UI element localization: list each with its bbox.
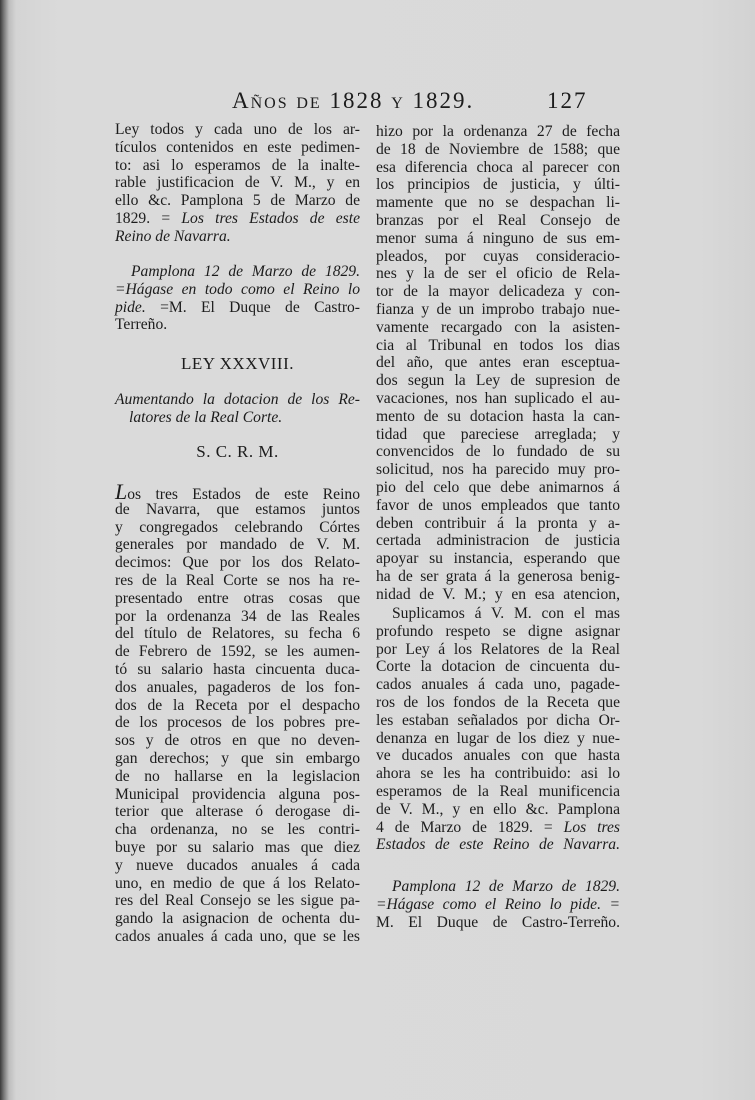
text-line — [376, 694, 620, 712]
text-line — [376, 337, 620, 355]
roman-text: generales por mandado de V. M. — [115, 536, 360, 554]
text-line — [115, 501, 360, 519]
text-line — [376, 878, 620, 896]
roman-text: convencidos de lo fundado de su — [376, 443, 620, 461]
petition-body-left — [115, 479, 360, 946]
text-line — [376, 212, 620, 230]
text-line — [115, 391, 360, 409]
roman-text: M. El Duque de Castro-Terreño. — [376, 913, 620, 931]
roman-text: terior que alterase ó derogase di- — [115, 803, 360, 821]
text-line — [115, 263, 360, 281]
italic-text: Pamplona 12 de Marzo de 1829. — [392, 878, 620, 895]
running-title: Años de 1828 y 1829. — [232, 88, 475, 113]
roman-text: cados anuales á cada uno, que se les — [115, 927, 360, 945]
text-line — [115, 679, 360, 697]
roman-text: S. C. R. M. — [196, 442, 279, 461]
roman-text: de Febrero de 1592, se les aumen- — [115, 643, 360, 661]
roman-text: =M. El Duque de Castro- — [145, 298, 360, 316]
supplication-paragraph — [376, 605, 620, 854]
roman-text: por la ordenanza 34 de las Reales — [115, 607, 360, 625]
text-line — [115, 750, 360, 768]
roman-text: vamente recargado con la asisten- — [376, 318, 620, 336]
roman-text: rable justificacion de V. M., y en — [115, 174, 360, 192]
text-line — [115, 697, 360, 715]
roman-text: presentado entre otras cosas que — [115, 589, 360, 607]
roman-text: branzas por el Real Consejo de — [376, 211, 620, 229]
text-line — [376, 623, 620, 641]
roman-text: ello &c. Pamplona 5 de Marzo de — [115, 192, 360, 210]
roman-text: denanza en lugar de los diez y nue- — [376, 729, 620, 747]
law-title — [115, 355, 360, 373]
text-line — [115, 714, 360, 732]
text-line — [115, 554, 360, 572]
roman-text: apoyar su instancia, esperando que — [376, 550, 620, 568]
law-subtitle — [115, 391, 360, 427]
roman-text: de V. M., y en ello &c. Pamplona — [376, 800, 620, 818]
roman-text: dos anuales, pagaderos de los fon- — [115, 678, 360, 696]
text-line — [376, 914, 620, 932]
salutation — [115, 443, 360, 461]
text-line — [115, 519, 360, 537]
text-line — [376, 515, 620, 533]
text-line — [376, 730, 620, 748]
roman-text: por Ley á los Relatores de la Real — [376, 640, 620, 658]
roman-text: dos de la Receta por el despacho — [115, 696, 360, 714]
text-line — [376, 248, 620, 266]
text-line — [115, 139, 360, 157]
roman-text: gando la asignacion de ochenta du- — [115, 910, 360, 928]
text-line — [376, 443, 620, 461]
text-line — [115, 210, 360, 228]
text-line — [376, 605, 620, 623]
roman-text: dos segun la Ley de supresion de — [376, 372, 620, 390]
text-line — [115, 875, 360, 893]
text-line — [376, 836, 620, 854]
italic-text: Aumentando la dotacion de los Re- — [115, 391, 360, 408]
roman-text: ros de los fondos de la Receta que — [376, 693, 620, 711]
italic-text: pide. — [115, 298, 146, 316]
italic-text: latores de la Real Corte. — [129, 408, 283, 426]
text-line — [376, 141, 620, 159]
roman-text: hizo por la ordenanza 27 de fecha — [376, 123, 620, 140]
text-line — [115, 299, 360, 317]
text-line — [376, 801, 620, 819]
italic-text: Reino de Navarra. — [115, 227, 231, 245]
roman-text: cados anuales á cada uno, pagade- — [376, 676, 620, 694]
text-line — [376, 301, 620, 319]
roman-text: deben contribuir á la pronta y a- — [376, 514, 620, 532]
text-line — [376, 159, 620, 177]
roman-text: ahora se les ha contribuido: asi lo — [376, 765, 620, 783]
roman-text: nes y la de ser el oficio de Rela- — [376, 265, 620, 283]
roman-text: 1829. = — [115, 209, 182, 227]
text-line — [376, 712, 620, 730]
text-line — [376, 479, 620, 497]
roman-text: los principios de justicia, y últi- — [376, 176, 620, 194]
royal-decree-left — [115, 263, 360, 334]
text-line — [115, 536, 360, 554]
text-line — [376, 896, 620, 914]
roman-text: vacaciones, nos han suplicado el au- — [376, 389, 620, 407]
roman-text: ve ducados anuales con que hasta — [376, 747, 620, 765]
text-line — [115, 355, 360, 373]
text-line — [115, 174, 360, 192]
royal-decree-right — [376, 878, 620, 931]
petition-ending — [115, 121, 360, 246]
italic-text: Los tres — [563, 818, 620, 836]
text-line — [115, 910, 360, 928]
roman-text: tidad que pareciese arreglada; y — [376, 425, 620, 443]
roman-text: pio del celo que debe animarnos á — [376, 478, 620, 496]
text-line — [115, 839, 360, 857]
roman-text: to: asi lo esperamos de la inalte- — [115, 156, 360, 174]
roman-text: sos y de otros en que no deven- — [115, 732, 360, 750]
roman-text: y congregados celebrando Córtes — [115, 518, 360, 536]
roman-text: de 18 de Noviembre de 1588; que — [376, 140, 620, 158]
text-line — [376, 765, 620, 783]
text-line — [376, 354, 620, 372]
text-line — [115, 821, 360, 839]
roman-text: les estaban señalados por dicha Or- — [376, 711, 620, 729]
page-number: 127 — [547, 88, 588, 113]
italic-text: Los tres Estados de este — [181, 209, 360, 227]
text-line — [376, 372, 620, 390]
text-line — [376, 658, 620, 676]
text-line — [376, 176, 620, 194]
text-line — [115, 732, 360, 750]
text-line — [115, 228, 360, 246]
roman-text: Corte la dotacion de cincuenta du- — [376, 658, 620, 676]
roman-text: buye por su salario mas que diez — [115, 838, 360, 856]
roman-text: fianza y de un improbo trabajo nue- — [376, 300, 620, 318]
roman-text: LEY XXXVIII. — [180, 354, 294, 373]
roman-text: Municipal providencia alguna pos- — [115, 785, 360, 803]
text-line — [115, 661, 360, 679]
roman-text: solicitud, nos ha parecido muy pro- — [376, 461, 620, 479]
text-line — [376, 461, 620, 479]
roman-text: del título de Relatores, su fecha 6 — [115, 625, 360, 643]
roman-text: del año, que antes eran esceptua- — [376, 354, 620, 372]
roman-text: certada administracion de justicia — [376, 532, 620, 550]
italic-text: Pamplona 12 de Marzo de 1829. — [131, 263, 360, 280]
text-line — [376, 265, 620, 283]
text-line — [115, 316, 360, 334]
text-line — [376, 586, 620, 604]
roman-text: favor de unos empleados que tanto — [376, 496, 620, 514]
roman-text: 4 de Marzo de 1829. = — [376, 818, 564, 836]
text-line — [115, 192, 360, 210]
text-line — [376, 568, 620, 586]
roman-text: y nueve ducados anuales á cada — [115, 856, 360, 874]
roman-text: profundo respeto se digne asignar — [376, 622, 620, 640]
roman-text: tor de la mayor delicadeza y con- — [376, 283, 620, 301]
text-line — [115, 608, 360, 626]
text-line — [115, 590, 360, 608]
text-line — [376, 390, 620, 408]
roman-text: Suplicamos á V. M. con el mas — [392, 605, 620, 622]
roman-text: res de la Real Corte se nos ha re- — [115, 571, 360, 589]
text-line — [376, 319, 620, 337]
text-line — [376, 123, 620, 141]
text-line — [115, 857, 360, 875]
text-line — [115, 803, 360, 821]
text-line — [115, 786, 360, 804]
roman-text: gan derechos; y que sin embargo — [115, 749, 360, 767]
text-line — [376, 283, 620, 301]
text-line — [376, 194, 620, 212]
text-line — [376, 497, 620, 515]
text-line — [376, 426, 620, 444]
roman-text: de Navarra, que estamos juntos — [115, 500, 360, 518]
italic-text: Estados de este Reino de Navarra. — [376, 836, 620, 854]
text-line — [376, 676, 620, 694]
text-line — [376, 230, 620, 248]
roman-text: res del Real Consejo se les sigue pa- — [115, 892, 360, 910]
text-line — [115, 572, 360, 590]
roman-text: Ley todos y cada uno de los ar- — [115, 121, 360, 138]
roman-text: cha ordenanza, no se les contri- — [115, 821, 360, 839]
roman-text: esperamos de la Real munificencia — [376, 782, 620, 800]
text-line — [115, 121, 360, 139]
petition-body-right — [376, 123, 620, 604]
text-line — [376, 550, 620, 568]
roman-text: tículos contenidos en este pedimen- — [115, 138, 360, 156]
roman-text: tó su salario hasta cincuenta duca- — [115, 660, 360, 678]
text-line — [376, 747, 620, 765]
roman-text: pleados, por cuyas consideracio- — [376, 247, 620, 265]
roman-text: cia al Tribunal en todos los dias — [376, 336, 620, 354]
text-line — [115, 281, 360, 299]
roman-text: uno, en medio de que á los Relato- — [115, 874, 360, 892]
roman-text: decimos: Que por los dos Relato- — [115, 554, 360, 572]
text-line — [115, 409, 360, 427]
roman-text: Los tres Estados de este Reino — [115, 479, 360, 504]
text-line — [115, 625, 360, 643]
text-line — [376, 641, 620, 659]
text-line — [376, 819, 620, 837]
text-line — [376, 783, 620, 801]
roman-text: nidad de V. M.; y en esa atencion, — [376, 585, 620, 603]
roman-text: menor suma á ninguno de sus em- — [376, 229, 620, 247]
text-line — [115, 892, 360, 910]
italic-text: =Hágase como el Reino lo pide. = — [376, 895, 620, 913]
text-line — [115, 443, 360, 461]
roman-text: Terreño. — [115, 316, 168, 334]
text-line — [115, 928, 360, 946]
text-line — [376, 532, 620, 550]
text-line — [115, 479, 360, 504]
text-line — [115, 643, 360, 661]
roman-text: de los procesos de los pobres pre- — [115, 714, 360, 732]
roman-text: ha de ser grata á la generosa benig- — [376, 567, 620, 585]
roman-text: mamente que no se despachan li- — [376, 194, 620, 212]
roman-text: de no hallarse en la legislacion — [115, 767, 360, 785]
roman-text: esa diferencia choca al parecer con — [376, 158, 620, 176]
roman-text: mento de su dotacion hasta la can- — [376, 407, 620, 425]
text-line — [115, 157, 360, 175]
italic-text: =Hágase en todo como el Reino lo — [115, 280, 360, 298]
text-line — [376, 408, 620, 426]
text-line — [115, 768, 360, 786]
